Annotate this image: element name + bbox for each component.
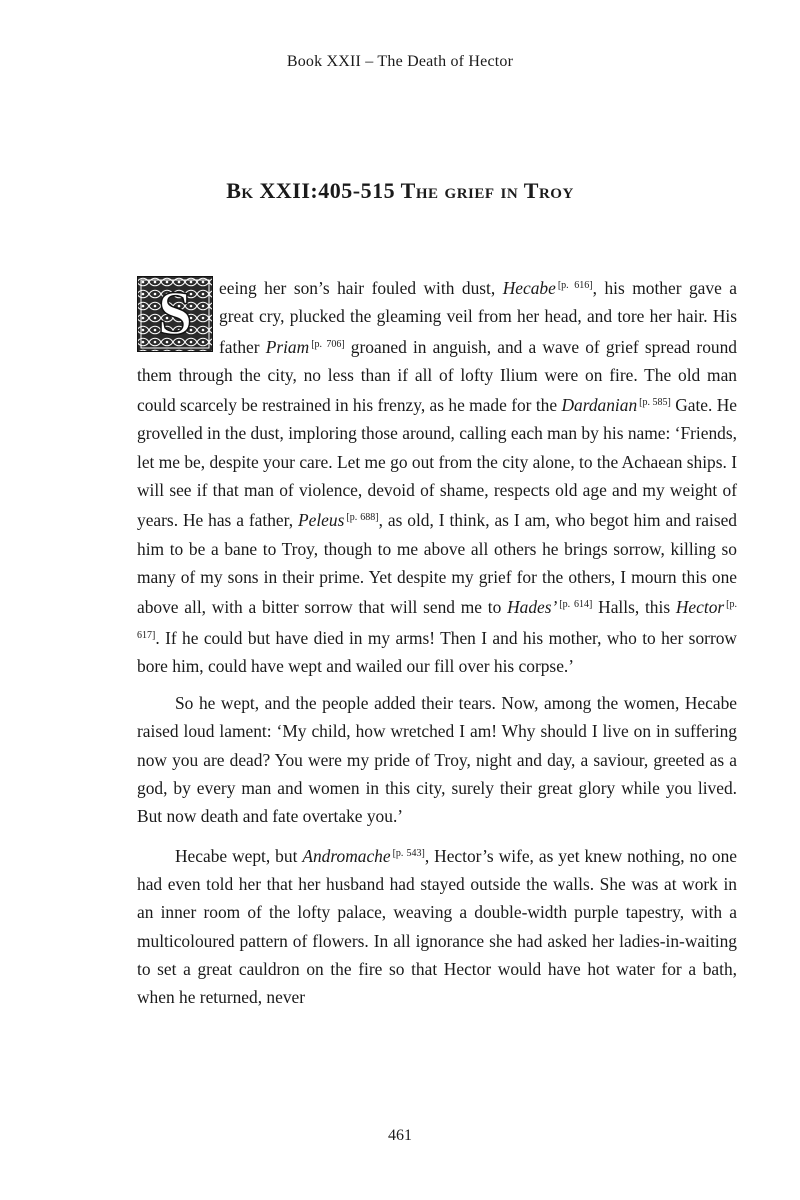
text-run: , his mother gave a great cry, plucked the gleaming veil from her head, and tore her hair. His father [219, 278, 737, 357]
running-header: Book XXII – The Death of Hector [286, 53, 514, 70]
text-run: . If he could but have died in my arms! Then I and his mother, who to her sorrow bore him, could have wept and wailed our fill over his corpse.’ [137, 627, 737, 676]
text-run: groaned in anguish, and a wave of grief spread round them through the city, no less than if all of lofty Ilium were on fire. The old man could scarcely be restrained in his frenzy, as he made for the [137, 336, 737, 416]
chapter-title: Bk XXII:405-515 The grief in Troy [226, 178, 574, 203]
text-run: So he wept, and the people added their tears. Now, among the women, Hecabe raised loud lament: ‘My child, how wretched I am! Why should I live on in suffering now you are dead? You were my pride of Troy, night and day, a saviour, greeted as a god, by every man and women in this city, surely their great glory while you lived. But now death and fate overtake you.’ [137, 693, 737, 827]
dropcap-letter: S [157, 280, 193, 348]
body-text [137, 272, 737, 1011]
text-run: , Hector’s wife, as yet knew nothing, no one had even told her that her husband had stayed outside the walls. She was at work in an inner room of the lofty palace, weaving a double-width purple tapestry, with a multicoloured pattern of flowers. In all ignorance she had asked her ladies-in-waiting to set a great cauldron on the fire so that Hector would have hot water for a bath, when he returned, never [137, 845, 737, 1008]
paragraph [137, 272, 737, 680]
page-reference: [p. 585] [639, 397, 671, 409]
ornamental-dropcap [137, 276, 213, 352]
proper-name: Hades’ [507, 597, 558, 618]
paragraph [137, 840, 737, 1012]
page-number: 461 [388, 1127, 412, 1144]
proper-name: Hector [675, 597, 725, 618]
page-reference: [p. 543] [392, 847, 425, 859]
text-run: Halls, this [592, 597, 676, 618]
proper-name: Andromache [302, 845, 391, 866]
page-reference: [p. 617] [137, 599, 737, 641]
page-reference: [p. 614] [559, 599, 593, 611]
proper-name: Dardanian [561, 395, 638, 416]
paragraph [137, 689, 737, 830]
page-reference: [p. 688] [346, 512, 379, 524]
text-run: , as old, I think, as I am, who begot him and raised him to be a bane to Troy, though to me above all others he brings sorrow, killing so many of my sons in their prime. Yet despite my grief for the others, I mourn this one above all, with a bitter sorrow that will send me to [137, 510, 738, 618]
proper-name: Hecabe [502, 278, 556, 298]
text-run: Hecabe wept, but [175, 845, 303, 866]
proper-name: Peleus [298, 510, 345, 531]
proper-name: Priam [265, 336, 310, 357]
page-reference: [p. 616] [557, 280, 593, 291]
text-run: eeing her son’s hair fouled with dust, [219, 278, 503, 298]
ornamental-dropcap-art [137, 276, 213, 352]
text-run: Gate. He grovelled in the dust, imploring those around, calling each man by his name: ‘Friends, let me be, despite your care. Let me go out from the city alone, to the Achaean ships. I will see if that man of violence, devoid of shame, respects old age and my weight of years. He has a father, [137, 395, 738, 531]
page-reference: [p. 706] [311, 338, 345, 350]
